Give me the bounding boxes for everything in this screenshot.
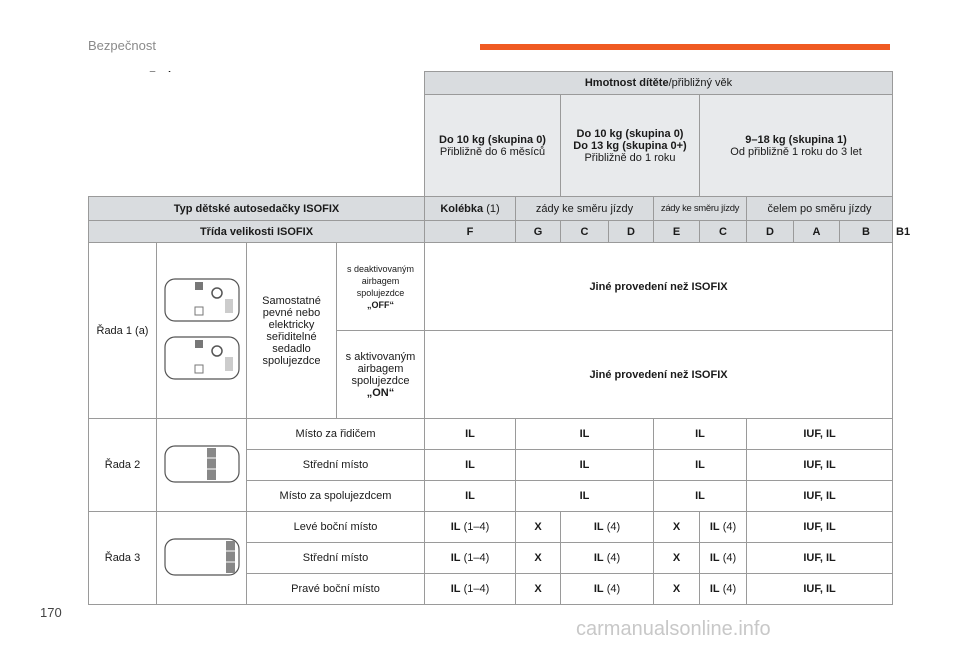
size-class: D: [747, 221, 794, 243]
row3-diagram: [157, 512, 247, 605]
value-cell: IL: [654, 450, 747, 481]
value-cell: X: [516, 574, 561, 605]
seat-position: Střední místo: [247, 450, 425, 481]
weight-header: Hmotnost dítěte/přibližný věk: [425, 72, 893, 95]
page-number: 170: [40, 605, 62, 620]
seat-position: Střední místo: [247, 543, 425, 574]
group-0plus-cell: Do 10 kg (skupina 0) Do 13 kg (skupina 0+) Přibližně do 1 roku: [561, 95, 700, 197]
row2-label: Řada 2: [89, 419, 157, 512]
size-class: F: [425, 221, 516, 243]
row1-diagram: [157, 243, 247, 419]
group-0-cell: Do 10 kg (skupina 0) Přibližně do 6 měsíců: [425, 95, 561, 197]
value-cell: IL (4): [561, 512, 654, 543]
value-cell: IL: [654, 419, 747, 450]
seat-type-rear-facing: zády ke směru jízdy: [516, 197, 654, 221]
not-isofix-cell: Jiné provedení než ISOFIX: [425, 331, 893, 419]
row1-seat-description: Samostatné pevné nebo elektricky seřiditelné sedadlo spolujezdce: [247, 243, 337, 419]
value-cell: IL: [516, 419, 654, 450]
value-cell: IL (4): [561, 543, 654, 574]
value-cell: IL: [516, 450, 654, 481]
value-cell: IL: [425, 450, 516, 481]
section-accent-bar: [480, 44, 890, 50]
value-cell: IUF, IL: [747, 481, 893, 512]
value-cell: IL (4): [561, 574, 654, 605]
value-cell: IUF, IL: [747, 419, 893, 450]
row1-label: Řada 1 (a): [89, 243, 157, 419]
size-class: G: [516, 221, 561, 243]
value-cell: IL (1–4): [425, 512, 516, 543]
size-class: E: [654, 221, 700, 243]
car-topview-front-seat-icon: [161, 271, 243, 391]
not-isofix-cell: Jiné provedení než ISOFIX: [425, 243, 893, 331]
row3-label: Řada 3: [89, 512, 157, 605]
size-class: B: [840, 221, 893, 243]
row2-diagram: [157, 419, 247, 512]
value-cell: IL (4): [700, 543, 747, 574]
seat-type-carrycot: Kolébka (1): [425, 197, 516, 221]
value-cell: IL (1–4): [425, 543, 516, 574]
group-1-cell: 9–18 kg (skupina 1) Od přibližně 1 roku do 3 let: [700, 95, 893, 197]
value-cell: IL: [516, 481, 654, 512]
seat-position: Místo za spolujezdcem: [247, 481, 425, 512]
value-cell: IL (1–4): [425, 574, 516, 605]
value-cell: IL: [425, 481, 516, 512]
size-class: D: [609, 221, 654, 243]
size-class: A: [794, 221, 840, 243]
seat-type-label: Typ dětské autosedačky ISOFIX: [89, 197, 425, 221]
isofix-table: Hmotnost dítěte/přibližný věk Do 10 kg (skupina 0) Přibližně do 6 měsíců Do 10 kg (skupina 0) Do 13 kg (skupina 0+) Přibližně do 1 roku 9–18 kg (skupina 1) Od přibližně 1 roku do 3 let Typ dětské autosedačky ISOFIX Kolébka (1) zády ke směru jízdy zády ke směru jízdy čelem po směru jízdy Třída velikosti ISOFIX F G C D E C D A B B1 Řada 1 (a) Samostatné pevné nebo elektricky seřiditelné sedadlo spolujezdce s deaktivovaným airbagem spolujezdce „OFF“ Jiné provedení než ISOFIX s aktivovaným airbagem spolujezdce „ON“ Jiné provedení než ISOFIX Řada 2 Místo za řidičem IL IL IL IUF, IL Střední místo IL IL IL IUF, IL Místo za spolujezdcem IL IL IL IUF, IL Řada 3 Levé boční místo IL (1–4) X IL (4) X IL (4) IUF, IL Střední místo IL (1–4) X IL (4) X IL (4) IUF, IL Pravé boční místo IL (1–4) X IL (4) X IL (4) IUF, IL: [88, 71, 893, 605]
seat-position: Pravé boční místo: [247, 574, 425, 605]
seat-type-forward-facing: čelem po směru jízdy: [747, 197, 893, 221]
value-cell: IL: [654, 481, 747, 512]
car-topview-row2-icon: [161, 443, 243, 487]
value-cell: IL (4): [700, 574, 747, 605]
value-cell: IUF, IL: [747, 543, 893, 574]
seat-position: Místo za řidičem: [247, 419, 425, 450]
value-cell: X: [654, 574, 700, 605]
size-class: C: [700, 221, 747, 243]
value-cell: X: [516, 512, 561, 543]
airbag-off-cell: s deaktivovaným airbagem spolujezdce „OFF“: [337, 243, 425, 331]
seat-position: Levé boční místo: [247, 512, 425, 543]
value-cell: IL (4): [700, 512, 747, 543]
size-class-label: Třída velikosti ISOFIX: [89, 221, 425, 243]
value-cell: IUF, IL: [747, 512, 893, 543]
seat-type-rear-facing-2: zády ke směru jízdy: [654, 197, 747, 221]
airbag-on-cell: s aktivovaným airbagem spolujezdce „ON“: [337, 331, 425, 419]
value-cell: X: [516, 543, 561, 574]
value-cell: IUF, IL: [747, 450, 893, 481]
value-cell: X: [654, 543, 700, 574]
car-topview-row3-icon: [161, 536, 243, 580]
watermark: carmanualsonline.info: [576, 618, 771, 640]
section-title: Bezpečnost: [88, 38, 156, 53]
value-cell: X: [654, 512, 700, 543]
value-cell: IUF, IL: [747, 574, 893, 605]
size-class: C: [561, 221, 609, 243]
value-cell: IL: [425, 419, 516, 450]
